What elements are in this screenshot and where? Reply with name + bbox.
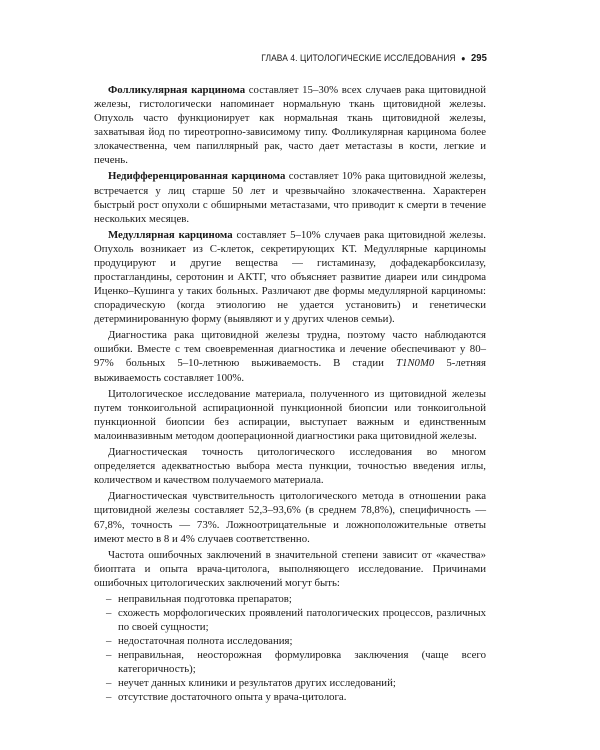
paragraph-undifferentiated: Недифференцированная карцинома составляет 10% рака щитовидной железы, встречается у лиц старше 50 лет и чрезвычайно злокачественна. Характерен быстрый рост опухоли с обширными метастазами, что приводит к смерти в течение нескольких месяцев. <box>94 170 486 225</box>
paragraph-medullary: Медуллярная карцинома составляет 5–10% случаев рака щитовидной железы. Опухоль возникает из С-клеток, секретирующих КТ. Медуллярные карциномы продуцируют и другие вещества — гистаминазу, дофадекарбоксилазу, простагландины, серотонин и АКТГ, что объясняет развитие диареи или синдрома Иценко–Кушинга у таких больных. Различают две формы медуллярной карциномы: спорадическую (когда этиологию не удается установить) и генетически детерминированную форму (выявляют и у других членов семьи). <box>94 228 486 326</box>
page-number: 295 <box>470 52 487 64</box>
stage-code: T1N0M0 <box>395 357 435 370</box>
separator-bullet-icon: ● <box>461 54 466 63</box>
paragraph-errors-intro: Частота ошибочных заключений в значительной степени зависит от «качества» биоптата и опыта врача-цитолога, выполняющего исследование. Причинами ошибочных цитологических заключений могут быть: <box>94 548 486 589</box>
paragraph-diagnostics: Диагностика рака щитовидной железы трудна, поэтому часто наблюдаются ошибки. Вместе с тем своевременная диагностика и лечение обеспечивают у 80–97% больных 5–10-летнюю выживаемость. В стадии T1N0M0 5-летняя выживаемость составляет 100%. <box>94 329 486 384</box>
paragraph-cytology: Цитологическое исследование материала, полученного из щитовидной железы путем тонкоигольной аспирационной пункционной биопсии или тонкоигольной пункционной биопсии без аспирации, выступает важным и единственным малоинвазивным методом дооперационной диагностики рака щитовидной железы. <box>94 387 486 442</box>
term-medullary: Медуллярная карцинома <box>108 228 233 241</box>
chapter-title: ГЛАВА 4. ЦИТОЛОГИЧЕСКИЕ ИССЛЕДОВАНИЯ <box>261 52 456 63</box>
list-item: – неучет данных клиники и результатов других исследований; <box>106 676 486 690</box>
term-undifferentiated: Недифференцированная карцинома <box>108 170 286 183</box>
list-item: – неправильная, неосторожная формулировка заключения (чаще всего категоричность); <box>106 648 486 676</box>
running-header <box>133 52 487 64</box>
term-follicular: Фолликулярная карцинома <box>108 84 246 96</box>
paragraph-sensitivity: Диагностическая чувствительность цитологического метода в отношении рака щитовидной железы составляет 52,3–93,6% (в среднем 78,8%), специфичность — 67,8%, точность — 73%. Ложноотрицательные и ложноположительные ответы имеют место в 8 и 4% случаев соответственно. <box>94 490 486 545</box>
paragraph-follicular: Фолликулярная карцинома составляет 15–30% всех случаев рака щитовидной железы, гистологически напоминает нормальную ткань щитовидной железы. Опухоль часто функционирует как нормальная ткань щитовидной железы, захватывая йод по тиреотропно-зависимому типу. Фолликулярная карцинома более злокачественна, чем папиллярный рак, часто дает метастазы в кости, легкие и печень. <box>94 84 486 167</box>
error-causes-list <box>94 592 486 704</box>
body-text <box>94 83 486 705</box>
paragraph-accuracy: Диагностическая точность цитологического исследования во многом определяется адекватностью выбора места пункции, точностью введения иглы, количеством и качеством получаемого материала. <box>94 446 486 487</box>
list-item: – схожесть морфологических проявлений патологических процессов, различных по своей сущности; <box>106 606 486 634</box>
list-item: – неправильная подготовка препаратов; <box>106 592 486 606</box>
list-item: – отсутствие достаточного опыта у врача-цитолога. <box>106 690 486 704</box>
list-item: – недостаточная полнота исследования; <box>106 634 486 648</box>
